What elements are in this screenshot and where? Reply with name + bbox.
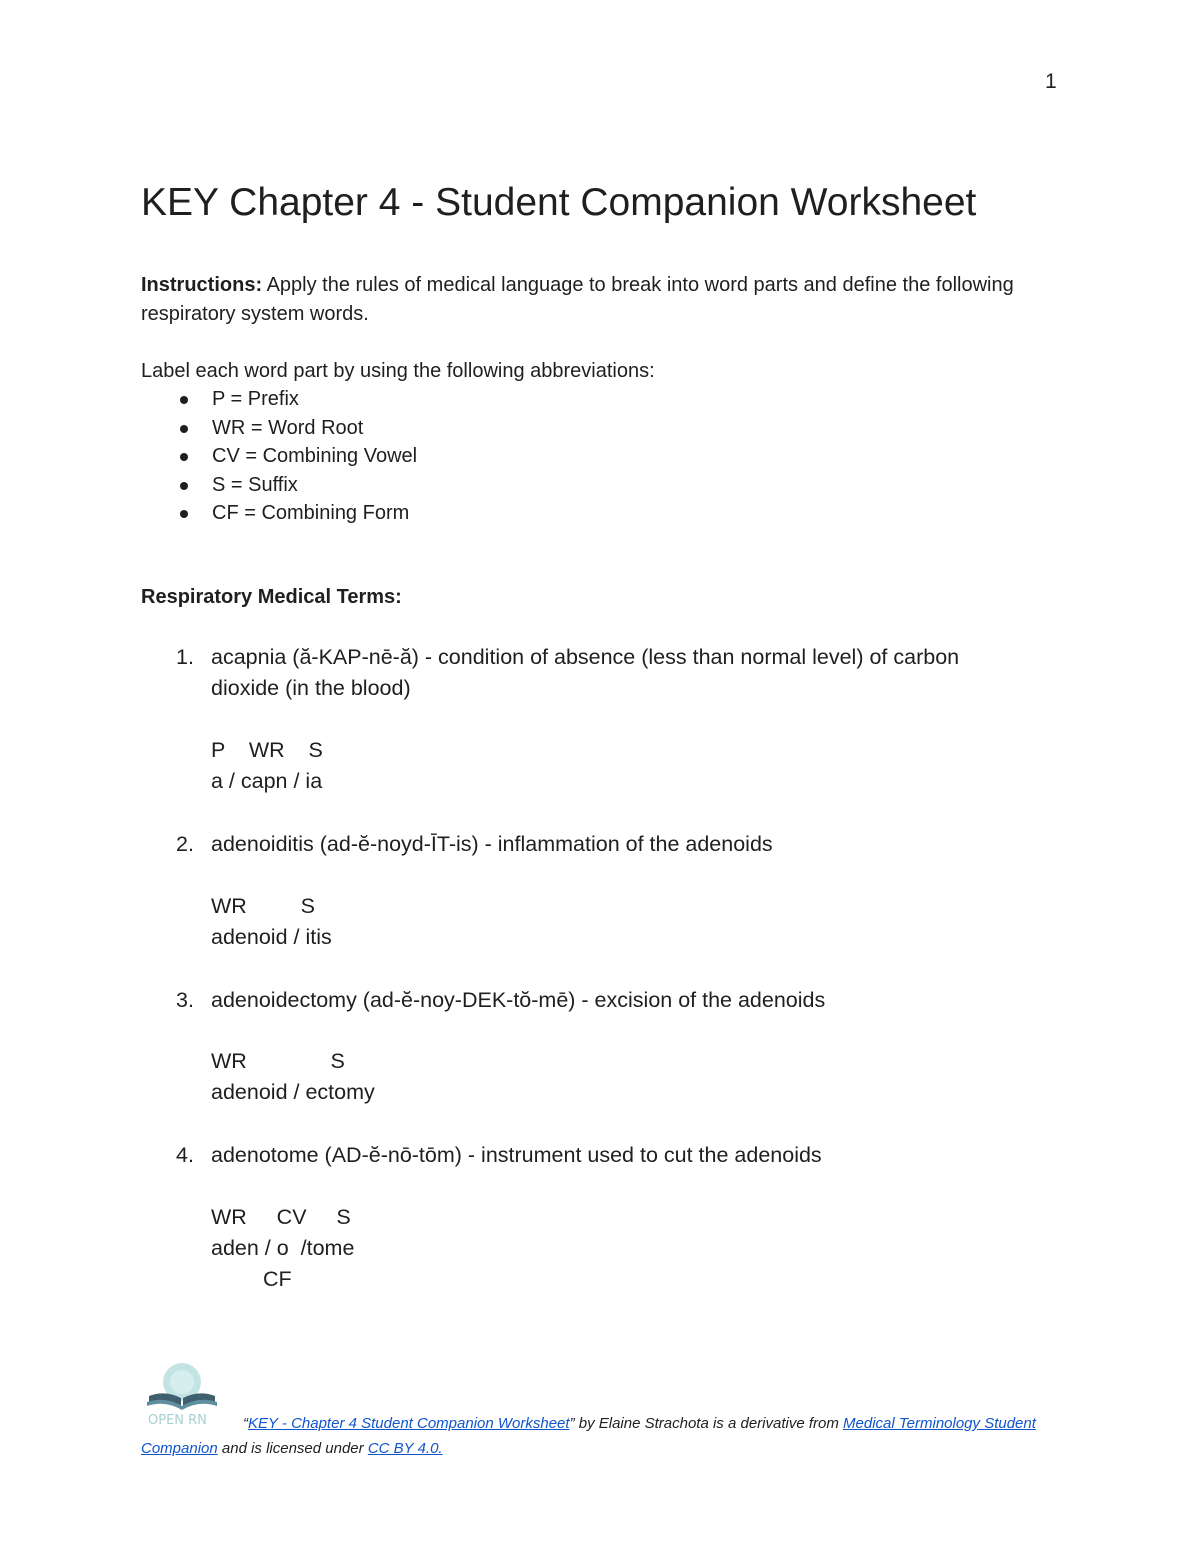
abbreviation-text: P = Prefix <box>212 388 299 410</box>
page-title: KEY Chapter 4 - Student Companion Worksheet <box>141 181 977 224</box>
bullet-icon <box>180 510 188 518</box>
combining-form-label: CF <box>263 1267 292 1291</box>
word-parts: adenoid / ectomy <box>211 1080 375 1104</box>
bullet-icon <box>180 453 188 461</box>
list-item <box>180 442 417 471</box>
term-definition: adenoidectomy (ad-ĕ-noy-DEK-tŏ-mē) - excision of the adenoids <box>211 988 826 1012</box>
list-item <box>180 385 417 414</box>
term-number: 4. <box>176 1143 194 1167</box>
bullet-icon <box>180 396 188 404</box>
word-part-labels: WR S <box>211 1049 345 1073</box>
list-item <box>180 471 417 500</box>
abbreviation-text: CF = Combining Form <box>212 502 410 525</box>
word-parts: a / capn / ia <box>211 769 323 793</box>
footer-text-2: and is licensed under <box>217 1440 368 1457</box>
word-parts: adenoid / itis <box>211 925 332 949</box>
list-item <box>180 499 417 528</box>
term-definition: acapnia (ă-KAP-nē-ă) - condition of absence (less than normal level) of carbon <box>211 645 960 669</box>
word-part-labels: P WR S <box>211 738 323 762</box>
instructions-label: Instructions: <box>141 274 263 296</box>
word-parts: aden / o /tome <box>211 1236 355 1260</box>
bullet-icon <box>180 482 188 490</box>
footer-text-1: ” by Elaine Strachota is a derivative from <box>569 1415 844 1432</box>
instructions-text: Apply the rules of medical language to break into word parts and define the following respiratory system words. <box>141 274 1014 325</box>
label-intro: Label each word part by using the following abbreviations: <box>141 360 655 382</box>
term-number: 2. <box>176 832 194 856</box>
license-link[interactable]: CC BY 4.0. <box>367 1440 443 1457</box>
bullet-icon <box>180 425 188 433</box>
term-definition-continued: dioxide (in the blood) <box>211 676 411 700</box>
term-definition: adenoiditis (ad-ĕ-noyd-ĪT-is) - inflammation of the adenoids <box>211 832 773 856</box>
list-item <box>180 414 417 443</box>
abbreviation-list <box>180 385 417 528</box>
instructions <box>141 271 1021 329</box>
worksheet-link[interactable]: KEY - Chapter 4 Student Companion Worksheet <box>248 1415 570 1432</box>
term-number: 1. <box>176 645 194 669</box>
word-part-labels: WR S <box>211 894 315 918</box>
medical-terminology-link[interactable]: Medical Terminology Student Companion <box>141 1415 1036 1457</box>
abbreviation-text: S = Suffix <box>212 473 298 496</box>
page-number: 1 <box>1045 70 1057 93</box>
terms-heading: Respiratory Medical Terms: <box>141 586 402 608</box>
abbreviation-text: CV = Combining Vowel <box>212 445 418 468</box>
svg-text:OPEN RN: OPEN RN <box>148 1413 207 1428</box>
footer-attribution <box>141 1411 1041 1461</box>
term-number: 3. <box>176 988 194 1012</box>
abbreviation-text: WR = Word Root <box>212 416 364 439</box>
footer-quote-open: “ <box>243 1415 248 1432</box>
term-definition: adenotome (AD-ĕ-nō-tōm) - instrument used to cut the adenoids <box>211 1143 822 1167</box>
word-part-labels: WR CV S <box>211 1205 351 1229</box>
